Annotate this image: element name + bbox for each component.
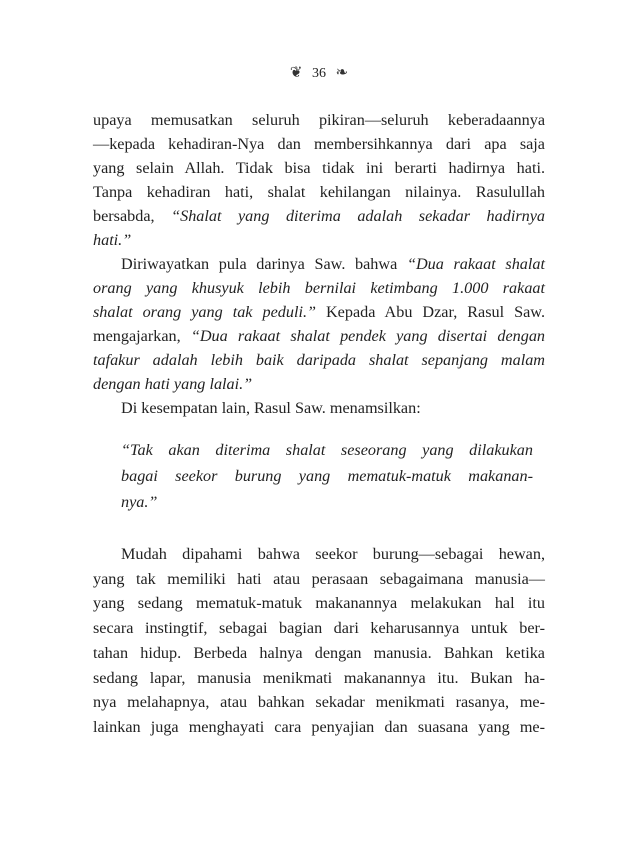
text-line: sedang lapar, manusia menikmati makanannya itu. Bukan ha-	[93, 668, 545, 687]
body-text-top	[93, 108, 545, 420]
text-line	[93, 228, 545, 252]
text-line	[93, 324, 545, 348]
text-line	[93, 372, 545, 396]
text-line: lainkan juga menghayati cara penyajian dan suasana yang me-	[93, 717, 545, 736]
text-run-italic: tafakur adalah lebih baik daripada shalat sepanjang malam	[93, 351, 545, 369]
text-line: yang tak memiliki hati atau perasaan sebagaimana manusia—	[93, 569, 545, 588]
ornament-left-icon: ❦	[289, 65, 303, 81]
text-run-italic: “Shalat yang diterima adalah sekadar hadirnya	[171, 207, 546, 225]
text-line: Di kesempatan lain, Rasul Saw. menamsilkan:	[121, 399, 421, 417]
text-run: Diriwayatkan pula darinya Saw. bahwa	[121, 255, 407, 273]
ornament-right-icon: ❧	[335, 65, 349, 81]
body-text-bottom	[93, 542, 545, 740]
text-line: —kepada kehadiran-Nya dan membersihkannya dari apa saja	[93, 135, 545, 153]
text-line	[93, 276, 545, 300]
page-header	[0, 63, 638, 82]
text-run: mengajarkan,	[93, 327, 191, 345]
text-run-italic: orang yang khusyuk lebih bernilai ketimbang 1.000 rakaat	[93, 279, 545, 297]
text-line: secara instingtif, sebagai bagian dari keharusannya untuk ber-	[93, 619, 545, 638]
text-line: tahan hidup. Berbeda halnya dengan manusia. Bahkan ketika	[93, 643, 545, 662]
text-line	[93, 348, 545, 372]
text-line: nya melahapnya, atau bahkan sekadar menikmati rasanya, me-	[93, 693, 545, 712]
text-run-italic: “Dua rakaat shalat	[406, 255, 545, 273]
quote-line: “Tak akan diterima shalat seseorang yang dilakukan	[121, 441, 533, 459]
page-number: 36	[312, 66, 326, 81]
text-run: Kepada Abu Dzar, Rasul Saw.	[316, 303, 545, 321]
block-quote	[121, 437, 533, 515]
text-run-italic: shalat orang yang tak peduli.”	[93, 303, 316, 321]
text-line: Tanpa kehadiran hati, shalat kehilangan nilainya. Rasulullah	[93, 183, 545, 201]
text-line: Mudah dipahami bahwa seekor burung—sebagai hewan,	[121, 545, 545, 563]
text-line	[93, 300, 545, 324]
text-run-italic: dengan hati yang lalai.”	[93, 375, 253, 393]
text-line	[93, 204, 545, 228]
text-run-italic: “Dua rakaat shalat pendek yang disertai dengan	[190, 327, 546, 345]
quote-line: nya.”	[121, 493, 158, 511]
text-line: yang sedang mematuk-matuk makanannya melakukan hal itu	[93, 594, 545, 613]
text-line: upaya memusatkan seluruh pikiran—seluruh keberadaannya	[93, 111, 545, 129]
text-run-italic: hati.”	[93, 231, 132, 249]
text-line: yang selain Allah. Tidak bisa tidak ini berarti hadirnya hati.	[93, 159, 545, 177]
quote-line: bagai seekor burung yang mematuk-matuk makanan-	[121, 467, 533, 485]
text-run: bersabda,	[93, 207, 172, 225]
text-line	[93, 252, 545, 276]
